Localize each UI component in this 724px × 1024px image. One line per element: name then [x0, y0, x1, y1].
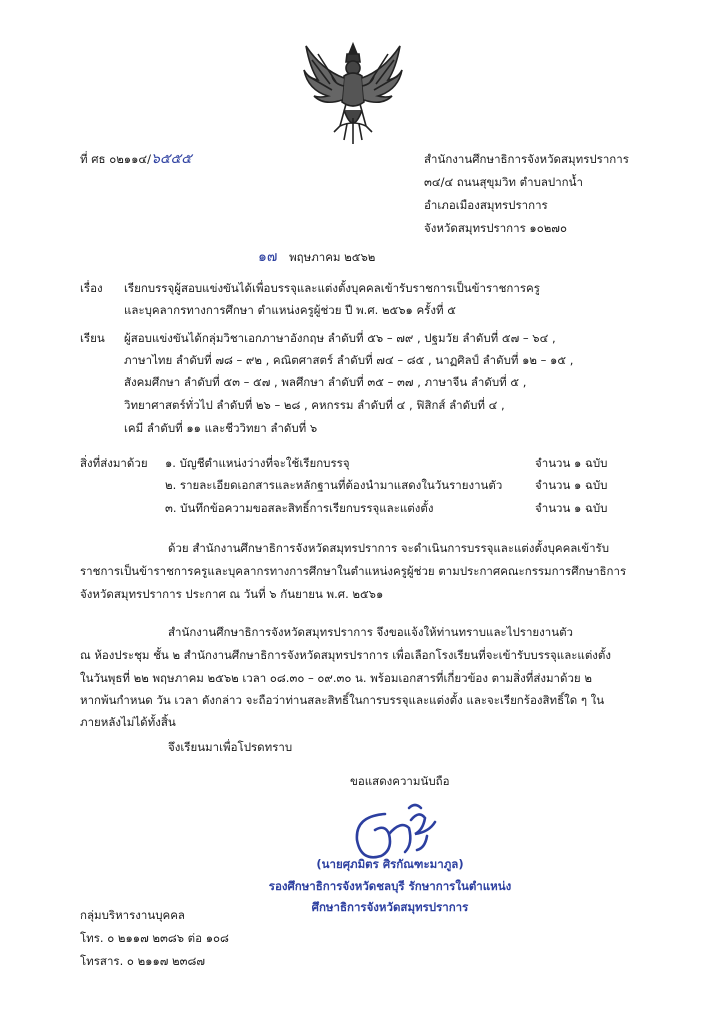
office-line-1: สำนักงานศึกษาธิการจังหวัดสมุทรปราการ [424, 152, 629, 166]
signatory-name: (นายศุภมิตร ศิรกัณฑะมาภูล) [316, 857, 464, 871]
attachment-item [165, 477, 685, 497]
attachment-qty: จำนวน ๑ ฉบับ [535, 456, 608, 470]
attachment-desc: ๑. บัญชีตำแหน่งว่างที่จะใช้เรียกบรรจุ [165, 456, 350, 470]
paragraph-2-line-5: ภายหลังไม่ได้ทั้งสิ้น [80, 715, 176, 729]
date-month-year: พฤษภาคม ๒๕๖๒ [289, 250, 376, 264]
reference-prefix: ที่ ศธ ๐๒๑๑๔/ [80, 152, 151, 166]
footer-fax: โทรสาร. ๐ ๒๑๑๗ ๒๓๘๗ [80, 954, 206, 968]
paragraph-1-line-3: จังหวัดสมุทรปราการ ประกาศ ณ วันที่ ๖ กันยายน พ.ศ. ๒๕๖๑ [80, 587, 384, 601]
signatory-position-line-1: รองศึกษาธิการจังหวัดชลบุรี รักษาการในตำแหน่ง [268, 879, 512, 893]
office-line-2: ๓๔/๔ ถนนสุขุมวิท ตำบลปากน้ำ [424, 175, 583, 189]
reference-number-handwritten: ๖๕๕๕ [151, 151, 192, 167]
office-line-4: จังหวัดสมุทรปราการ ๑๐๒๗๐ [424, 221, 567, 235]
footer-department: กลุ่มบริหารงานบุคคล [80, 908, 185, 922]
footer-phone: โทร. ๐ ๒๑๑๗ ๒๓๘๖ ต่อ ๑๐๘ [80, 931, 229, 945]
document-date [258, 249, 375, 265]
to-line-3: สังคมศึกษา ลำดับที่ ๕๓ – ๕๗ , พลศึกษา ลำดับที่ ๓๕ – ๓๗ , ภาษาจีน ลำดับที่ ๕ , [124, 375, 527, 389]
paragraph-2-line-1: สำนักงานศึกษาธิการจังหวัดสมุทรปราการ จึงขอแจ้งให้ท่านทราบและไปรายงานตัว [168, 625, 574, 639]
paragraph-2-line-2: ณ ห้องประชุม ชั้น ๒ สำนักงานศึกษาธิการจังหวัดสมุทรปราการ เพื่อเลือกโรงเรียนที่จะเข้ารับบรรจุและแต่งตั้ง [80, 648, 612, 662]
to-line-4: วิทยาศาสตร์ทั่วไป ลำดับที่ ๒๖ – ๒๘ , คหกรรม ลำดับที่ ๔ , ฟิสิกส์ ลำดับที่ ๔ , [124, 398, 505, 412]
reference-label [80, 151, 192, 167]
attachment-desc: ๒. รายละเอียดเอกสารและหลักฐานที่ต้องนำมาแสดงในวันรายงานตัว [165, 478, 503, 492]
to-label: เรียน [80, 331, 105, 345]
signatory-position-line-2: ศึกษาธิการจังหวัดสมุทรปราการ [311, 900, 469, 914]
attachment-item [165, 500, 685, 520]
subject-label: เรื่อง [80, 281, 103, 295]
paragraph-2-line-4: หากพ้นกำหนด วัน เวลา ดังกล่าว จะถือว่าท่านสละสิทธิ์ในการบรรจุและแต่งตั้ง และจะเรียกร้องสิทธิ์ใด ๆ ใน [80, 693, 605, 707]
to-line-1: ผู้สอบแข่งขันได้กลุ่มวิชาเอกภาษาอังกฤษ ลำดับที่ ๕๖ – ๗๙ , ปฐมวัย ลำดับที่ ๕๗ – ๖๔ , [124, 331, 556, 345]
attachment-qty: จำนวน ๑ ฉบับ [535, 478, 608, 492]
to-line-2: ภาษาไทย ลำดับที่ ๗๘ – ๙๒ , คณิตศาสตร์ ลำดับที่ ๗๔ – ๘๕ , นาฏศิลป์ ลำดับที่ ๑๒ – ๑๕ , [124, 353, 574, 367]
paragraph-2-line-3: ในวันพุธที่ ๒๒ พฤษภาคม ๒๕๖๒ เวลา ๐๘.๓๐ – ๐๙.๓๐ น. พร้อมเอกสารที่เกี่ยวข้อง ตามสิ่งที่ส่งมาด้วย ๒ [80, 671, 592, 685]
attachment-qty: จำนวน ๑ ฉบับ [535, 501, 608, 515]
paragraph-1-line-1: ด้วย สำนักงานศึกษาธิการจังหวัดสมุทรปราการ จะดำเนินการบรรจุและแต่งตั้งบุคคลเข้ารับ [168, 541, 610, 555]
subject-line-2: และบุคลากรทางการศึกษา ตำแหน่งครูผู้ช่วย ปี พ.ศ. ๒๕๖๑ ครั้งที่ ๕ [124, 303, 456, 317]
attachment-desc: ๓. บันทึกข้อความขอสละสิทธิ์การเรียกบรรจุและแต่งตั้ง [165, 501, 434, 515]
paragraph-1-line-2: ราชการเป็นข้าราชการครูและบุคลากรทางการศึกษาในตำแหน่งครูผู้ช่วย ตามประกาศคณะกรรมการศึกษาธิการ [80, 564, 627, 578]
regards-text: ขอแสดงความนับถือ [350, 774, 450, 788]
date-day-handwritten: ๑๗ [258, 249, 278, 265]
subject-line-1: เรียกบรรจุผู้สอบแข่งขันได้เพื่อบรรจุและแต่งตั้งบุคคลเข้ารับราชการเป็นข้าราชการครู [124, 281, 540, 295]
office-line-3: อำเภอเมืองสมุทรปราการ [424, 198, 548, 212]
attachment-item [165, 455, 685, 475]
to-line-5: เคมี ลำดับที่ ๑๑ และชีววิทยา ลำดับที่ ๖ [124, 421, 318, 435]
garuda-emblem-icon [300, 40, 406, 150]
attachments-label: สิ่งที่ส่งมาด้วย [80, 456, 148, 470]
closing-text: จึงเรียนมาเพื่อโปรดทราบ [168, 740, 293, 754]
